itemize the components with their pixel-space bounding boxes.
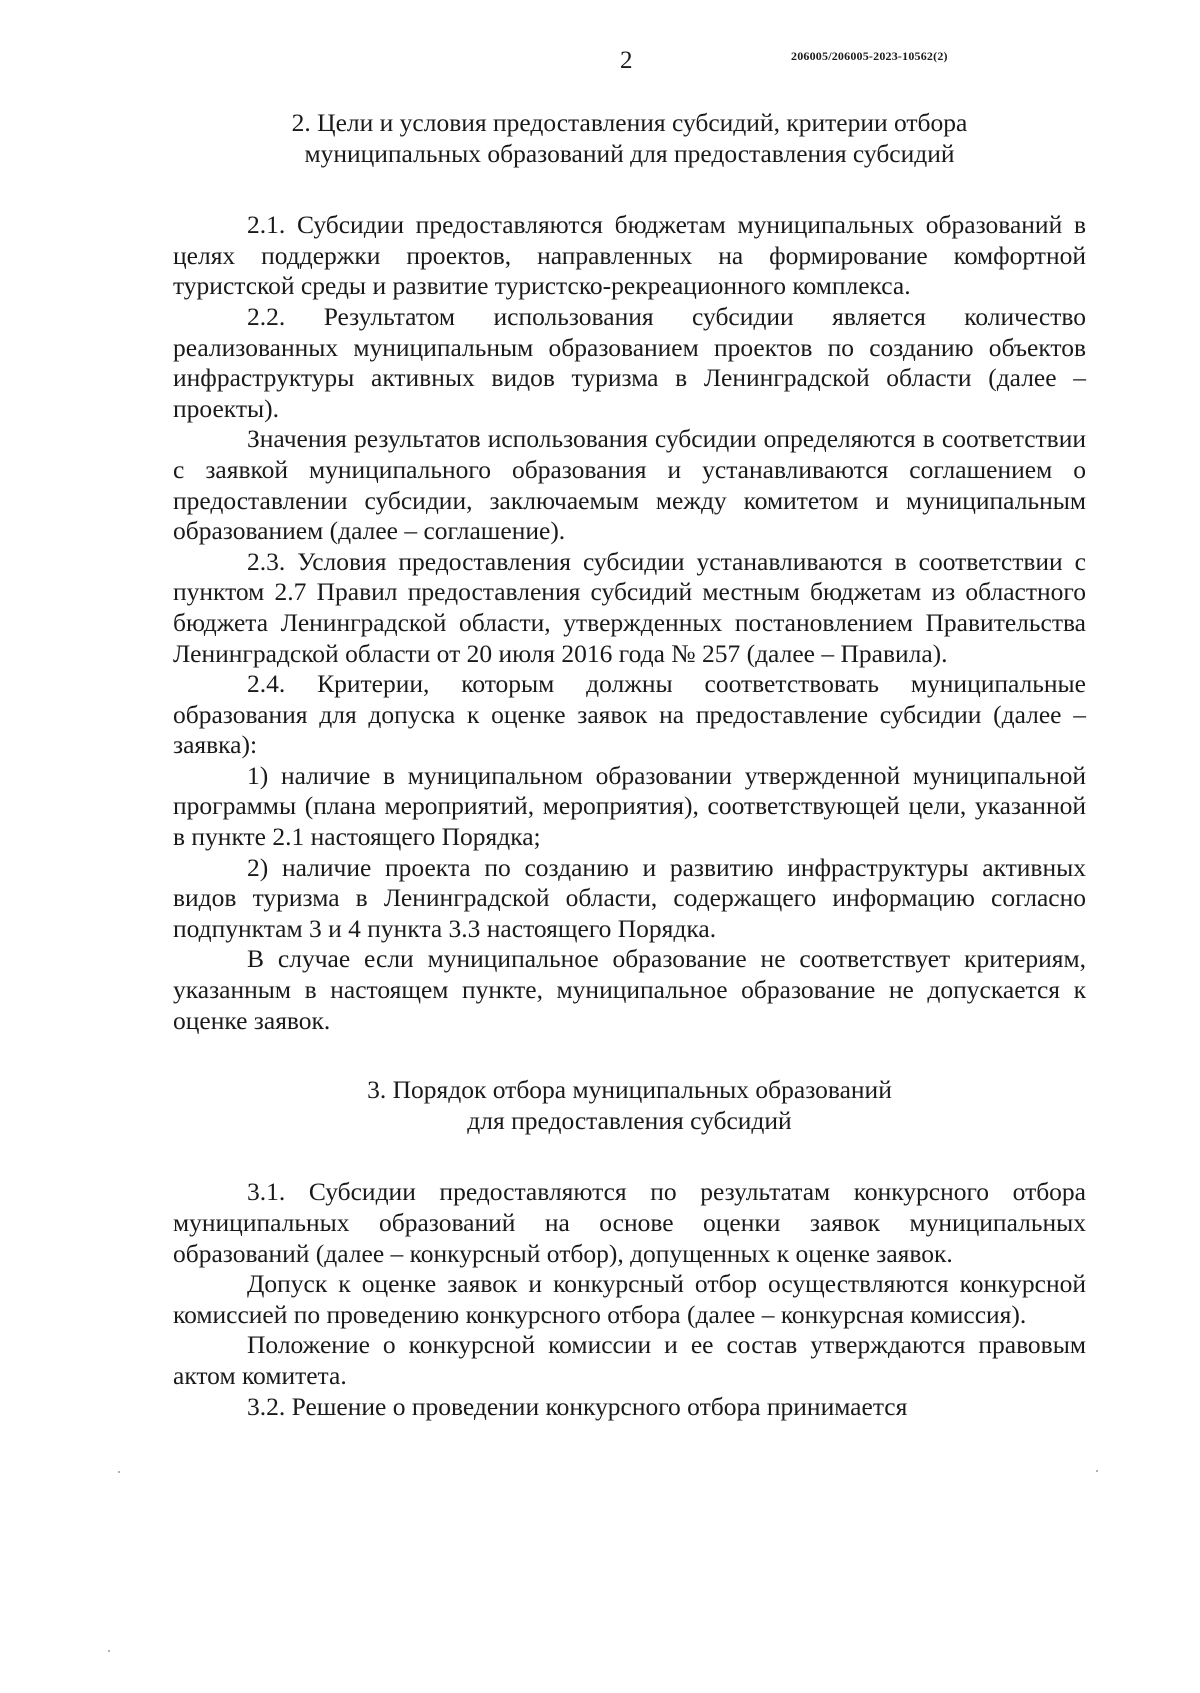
scan-speck <box>1096 1470 1098 1472</box>
paragraph-2-4-closing: В случае если муниципальное образование не соответствует критериям, указанным в настоящем пункте, муниципальное образование не допускается к оценке заявок. <box>173 944 1086 1035</box>
paragraph-2-1: 2.1. Субсидии предоставляются бюджетам муниципальных образований в целях поддержки проектов, направленных на формирование комфортной туристской среды и развитие туристско-рекреационного комплекса. <box>173 210 1086 301</box>
paragraph-3-1-admission: Допуск к оценке заявок и конкурсный отбор осуществляются конкурсной комиссией по проведению конкурсного отбора (далее – конкурсная комиссия). <box>173 1269 1086 1329</box>
paragraph-3-1-regulation: Положение о конкурсной комиссии и ее состав утверждаются правовым актом комитета. <box>173 1330 1086 1390</box>
paragraph-2-2: 2.2. Результатом использования субсидии является количество реализованных муниципальным образованием проектов по созданию объектов инфраструктуры активных видов туризма в Ленинградской области (далее – проекты). <box>173 301 1086 423</box>
spacer <box>173 169 1086 210</box>
spacer <box>173 1136 1086 1177</box>
section-3-heading-line-2: для предоставления субсидий <box>467 1105 792 1135</box>
page-number: 2 <box>620 47 633 74</box>
scan-speck <box>108 1650 110 1652</box>
paragraph-2-4: 2.4. Критерии, которым должны соответствовать муниципальные образования для допуска к оценке заявок на предоставление субсидии (далее – заявка): <box>173 669 1086 760</box>
paragraph-2-4-item-2: 2) наличие проекта по созданию и развитию инфраструктуры активных видов туризма в Ленинградской области, содержащего информацию согласно подпунктам 3 и 4 пункта 3.3 настоящего Порядка. <box>173 852 1086 943</box>
paragraph-3-2-start: 3.2. Решение о проведении конкурсного отбора принимается <box>247 1391 908 1421</box>
document-id: 206005/206005-2023-10562(2) <box>791 49 948 63</box>
section-3-heading-line-1: 3. Порядок отбора муниципальных образований <box>367 1075 892 1105</box>
section-2-heading-line-1: 2. Цели и условия предоставления субсидий, критерии отбора <box>291 108 968 137</box>
spacer <box>173 1036 1086 1075</box>
section-2-heading <box>173 108 1086 169</box>
paragraph-2-3: 2.3. Условия предоставления субсидии устанавливаются в соответствии с пунктом 2.7 Правил предоставления субсидий местным бюджетам из областного бюджета Ленинградской области, утвержденных постановлением Правительства Ленинградской области от 20 июля 2016 года № 257 (далее – Правила). <box>173 546 1086 668</box>
paragraph-2-4-item-1: 1) наличие в муниципальном образовании утвержденной муниципальной программы (плана мероприятий, мероприятия), соответствующей цели, указанной в пункте 2.1 настоящего Порядка; <box>173 760 1086 852</box>
document-body <box>173 108 1086 1422</box>
section-3-heading <box>173 1075 1086 1136</box>
paragraph-3-1: 3.1. Субсидии предоставляются по результатам конкурсного отбора муниципальных образований на основе оценки заявок муниципальных образований (далее – конкурсный отбор), допущенных к оценке заявок. <box>173 1177 1086 1268</box>
paragraph-2-2-values: Значения результатов использования субсидии определяются в соответствии с заявкой муниципального образования и устанавливаются соглашением о предоставлении субсидии, заключаемым между комитетом и муниципальным образованием (далее – соглашение). <box>173 424 1086 546</box>
scan-speck <box>118 1471 120 1473</box>
section-2-heading-line-2: муниципальных образований для предоставления субсидий <box>304 138 955 168</box>
